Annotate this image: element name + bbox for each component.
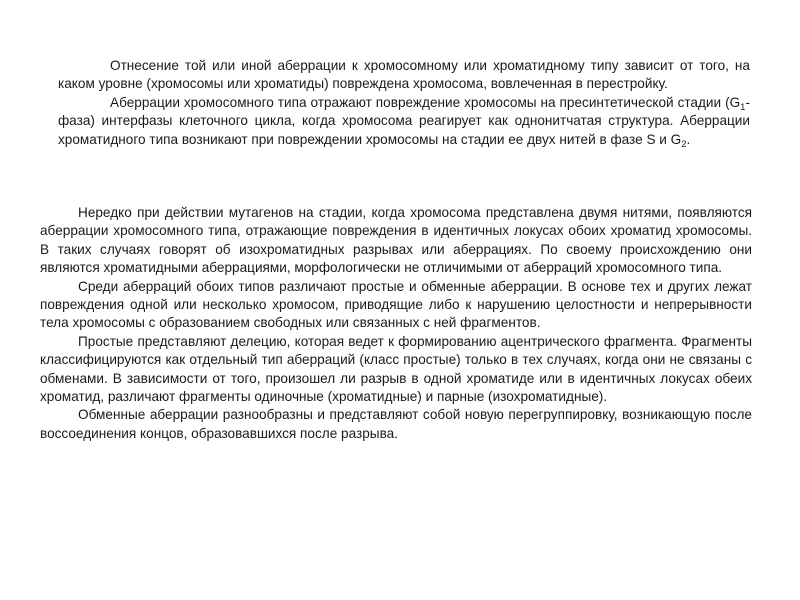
top-paragraph-2-part-1: Аберрации хромосомного типа отражают повреждение хромосомы на пресинтетической стадии (G [110,94,741,110]
top-paragraph-2 [58,94,750,149]
bottom-text-block [40,204,752,443]
g1-subscript: 1 [740,101,746,113]
top-paragraph-2-part-3: . [686,131,691,147]
bottom-paragraph-2: Среди аберраций обоих типов различают простые и обменные аберрации. В основе тех и других лежат повреждения одной или несколько хромосом, приводящие либо к нарушению целостности и непрерывности тела хромосомы с образованием свободных или связанных с ней фрагментов. [40,278,752,331]
top-paragraph-2-part-2: -фаза) интерфазы клеточного цикла, когда хромосома реагирует как однонитчатая структура. Аберрации хроматидного типа возникают при повреждении хромосомы на стадии ее двух нитей в фазе S и G [58,94,750,147]
bottom-paragraph-1: Нередко при действии мутагенов на стадии, когда хромосома представлена двумя нитями, появляются аберрации хромосомного типа, отражающие повреждения в идентичных локусах обоих хроматид хромосомы. В таких случаях говорят об изохроматидных разрывах или аберрациях. По своему происхождению они являются хроматидными аберрациями, морфологически не отличимыми от аберраций хромосомного типа. [40,205,752,276]
g2-subscript: 2 [681,138,687,150]
bottom-paragraph-3: Простые представляют делецию, которая ведет к формированию ацентрического фрагмента. Фрагменты классифицируются как отдельный тип аберраций (класс простые) только в тех случаях, когда они не связаны с обменами. В зависимости от того, произошел ли разрыв в одной хроматиде или в идентичных локусах обеих хроматид, различают фрагменты одиночные (хроматидные) и парные (изохроматидные). [40,333,752,405]
top-paragraph-1: Отнесение той или иной аберрации к хромосомному или хроматидному типу зависит от того, на каком уровне (хромосомы или хроматиды) повреждена хромосома, вовлеченная в перестройку. [58,58,750,92]
top-text-block [58,57,750,149]
bottom-paragraph-4: Обменные аберрации разнообразны и представляют собой новую перегруппировку, возникающую после воссоединения концов, образовавшихся после разрыва. [40,407,752,441]
